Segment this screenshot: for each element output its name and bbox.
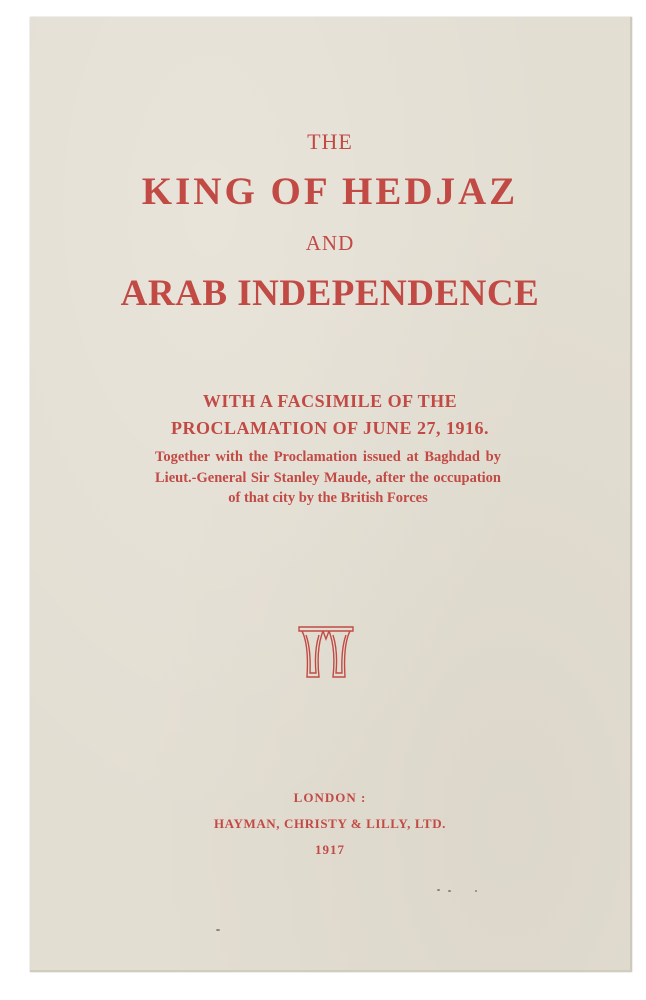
together-paragraph: Together with the Proclamation issued at Baghdad by Lieut.-General Sir Stanley Maude, after the occupation of that city by the British Forces xyxy=(155,449,501,506)
publisher-city: LONDON : xyxy=(293,790,367,805)
paper-speck xyxy=(448,890,451,892)
publisher-device-icon xyxy=(298,625,354,679)
paper-speck xyxy=(475,890,477,892)
subtitle: ARAB INDEPENDENCE xyxy=(120,273,540,314)
paper-speck xyxy=(437,889,440,891)
publisher-name: HAYMAN, CHRISTY & LILLY, LTD. xyxy=(213,816,447,831)
paper-speck xyxy=(216,929,220,931)
publication-year: 1917 xyxy=(315,842,345,857)
pamphlet-cover xyxy=(30,17,632,972)
main-title: KING OF HEDJAZ xyxy=(141,170,519,213)
title-the: THE xyxy=(307,129,353,154)
title-and: AND xyxy=(305,231,355,255)
facsimile-line-1: WITH A FACSIMILE OF THE xyxy=(202,391,458,411)
facsimile-line-2: PROCLAMATION OF JUNE 27, 1916. xyxy=(171,418,489,438)
